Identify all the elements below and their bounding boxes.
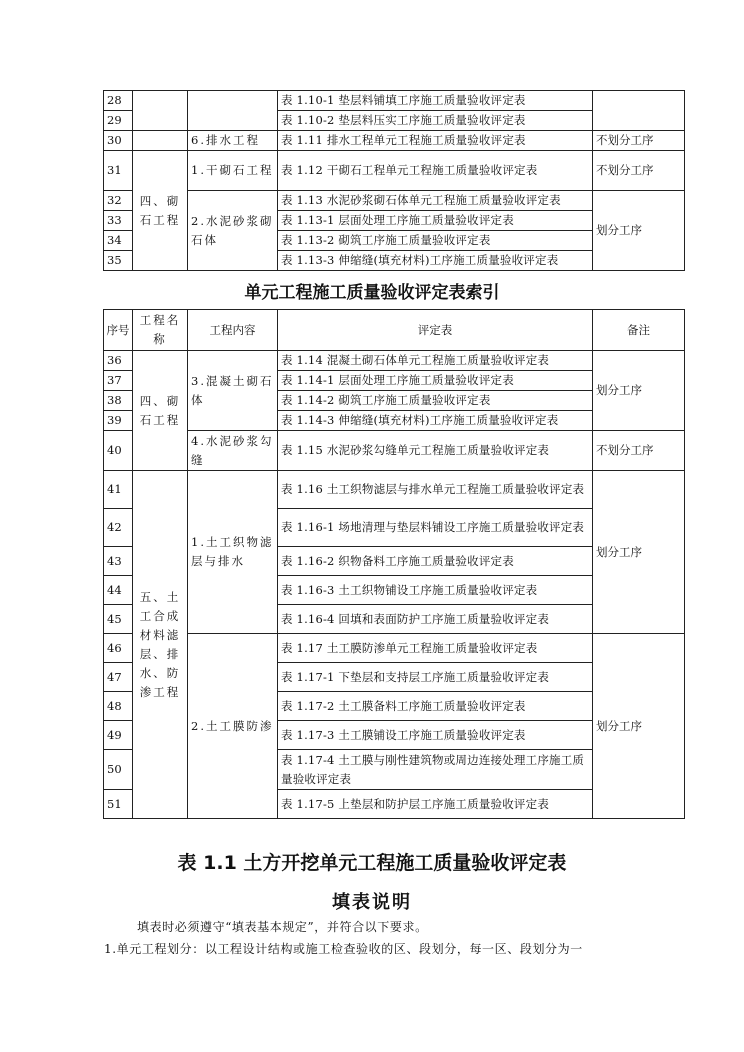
instruction-paragraph: 填表时必须遵守“填表基本规定”，并符合以下要求。 [137, 920, 428, 934]
remark: 不划分工序 [593, 151, 685, 191]
form-name: 表 1.13-1 层面处理工序施工质量验收评定表 [278, 211, 593, 231]
work-content: 6.排水工程 [188, 131, 278, 151]
table-title: 表 1.1 土方开挖单元工程施工质量验收评定表 [177, 852, 567, 874]
work-content: 1.土工织物滤层与排水 [188, 471, 278, 634]
row-number: 37 [104, 371, 133, 391]
form-name: 表 1.17-5 上垫层和防护层工序施工质量验收评定表 [278, 790, 593, 819]
header-note: 备注 [593, 310, 685, 351]
form-name: 表 1.17-2 土工膜备料工序施工质量验收评定表 [278, 692, 593, 721]
row-number: 33 [104, 211, 133, 231]
form-name: 表 1.10-1 垫层料铺填工序施工质量验收评定表 [278, 91, 593, 111]
row-number: 39 [104, 411, 133, 431]
index-table-continued [103, 90, 685, 271]
form-name: 表 1.16-4 回填和表面防护工序施工质量验收评定表 [278, 605, 593, 634]
form-name: 表 1.13-3 伸缩缝(填充材料)工序施工质量验收评定表 [278, 251, 593, 271]
index-table [103, 309, 685, 819]
row-number: 48 [104, 692, 133, 721]
form-name: 表 1.17-4 土工膜与刚性建筑物或周边连接处理工序施工质量验收评定表 [278, 750, 593, 790]
row-number: 35 [104, 251, 133, 271]
index-title: 单元工程施工质量验收评定表索引 [244, 283, 500, 303]
table-row [104, 634, 685, 663]
row-number: 49 [104, 721, 133, 750]
remark: 不划分工序 [593, 431, 685, 471]
form-name: 表 1.17 土工膜防渗单元工程施工质量验收评定表 [278, 634, 593, 663]
row-number: 50 [104, 750, 133, 790]
content-cell [188, 91, 278, 131]
form-name: 表 1.10-2 垫层料压实工序施工质量验收评定表 [278, 111, 593, 131]
work-content: 2.土工膜防渗 [188, 634, 278, 819]
form-name: 表 1.13-2 砌筑工序施工质量验收评定表 [278, 231, 593, 251]
row-number: 31 [104, 151, 133, 191]
row-number: 30 [104, 131, 133, 151]
row-number: 28 [104, 91, 133, 111]
header-name: 工程名称 [133, 310, 188, 351]
work-content: 4.水泥砂浆勾缝 [188, 431, 278, 471]
row-number: 40 [104, 431, 133, 471]
row-number: 32 [104, 191, 133, 211]
form-name: 表 1.15 水泥砂浆勾缝单元工程施工质量验收评定表 [278, 431, 593, 471]
remark: 划分工序 [593, 471, 685, 634]
row-number: 47 [104, 663, 133, 692]
form-name: 表 1.16-2 织物备料工序施工质量验收评定表 [278, 547, 593, 576]
row-number: 44 [104, 576, 133, 605]
table-row [104, 151, 685, 191]
table-row [104, 471, 685, 509]
form-name: 表 1.16-3 土工织物铺设工序施工质量验收评定表 [278, 576, 593, 605]
form-name: 表 1.12 干砌石工程单元工程施工质量验收评定表 [278, 151, 593, 191]
work-content: 3.混凝土砌石体 [188, 351, 278, 431]
row-number: 34 [104, 231, 133, 251]
table-row [104, 351, 685, 371]
instruction-paragraph: 1.单元工程划分：以工程设计结构或施工检查验收的区、段划分，每一区、段划分为一 [104, 942, 583, 956]
row-number: 42 [104, 509, 133, 547]
table-row [104, 431, 685, 471]
fill-instructions-title: 填表说明 [332, 892, 412, 913]
form-name: 表 1.14-3 伸缩缝(填充材料)工序施工质量验收评定表 [278, 411, 593, 431]
remark: 划分工序 [593, 634, 685, 819]
remark: 划分工序 [593, 351, 685, 431]
table-row [104, 191, 685, 211]
table-header-row [104, 310, 685, 351]
form-name: 表 1.16-1 场地清理与垫层料铺设工序施工质量验收评定表 [278, 509, 593, 547]
row-number: 41 [104, 471, 133, 509]
remark: 划分工序 [593, 191, 685, 271]
work-content: 2.水泥砂浆砌石体 [188, 191, 278, 271]
row-number: 43 [104, 547, 133, 576]
form-name: 表 1.17-1 下垫层和支持层工序施工质量验收评定表 [278, 663, 593, 692]
category-cell [133, 131, 188, 151]
form-name: 表 1.17-3 土工膜铺设工序施工质量验收评定表 [278, 721, 593, 750]
remark: 不划分工序 [593, 131, 685, 151]
header-content: 工程内容 [188, 310, 278, 351]
note-cell [593, 91, 685, 131]
category-cell [133, 91, 188, 131]
table-row [104, 131, 685, 151]
row-number: 38 [104, 391, 133, 411]
row-number: 45 [104, 605, 133, 634]
form-name: 表 1.11 排水工程单元工程施工质量验收评定表 [278, 131, 593, 151]
header-no: 序号 [104, 310, 133, 351]
work-category: 四、砌石工程 [133, 351, 188, 471]
row-number: 29 [104, 111, 133, 131]
table-row [104, 91, 685, 111]
row-number: 51 [104, 790, 133, 819]
header-form: 评定表 [278, 310, 593, 351]
form-name: 表 1.14-1 层面处理工序施工质量验收评定表 [278, 371, 593, 391]
work-content: 1.干砌石工程 [188, 151, 278, 191]
row-number: 36 [104, 351, 133, 371]
form-name: 表 1.16 土工织物滤层与排水单元工程施工质量验收评定表 [278, 471, 593, 509]
row-number: 46 [104, 634, 133, 663]
form-name: 表 1.14-2 砌筑工序施工质量验收评定表 [278, 391, 593, 411]
form-name: 表 1.14 混凝土砌石体单元工程施工质量验收评定表 [278, 351, 593, 371]
form-name: 表 1.13 水泥砂浆砌石体单元工程施工质量验收评定表 [278, 191, 593, 211]
work-category: 五、土工合成材料滤层、排水、防渗工程 [133, 471, 188, 819]
work-category: 四、砌石工程 [133, 151, 188, 271]
